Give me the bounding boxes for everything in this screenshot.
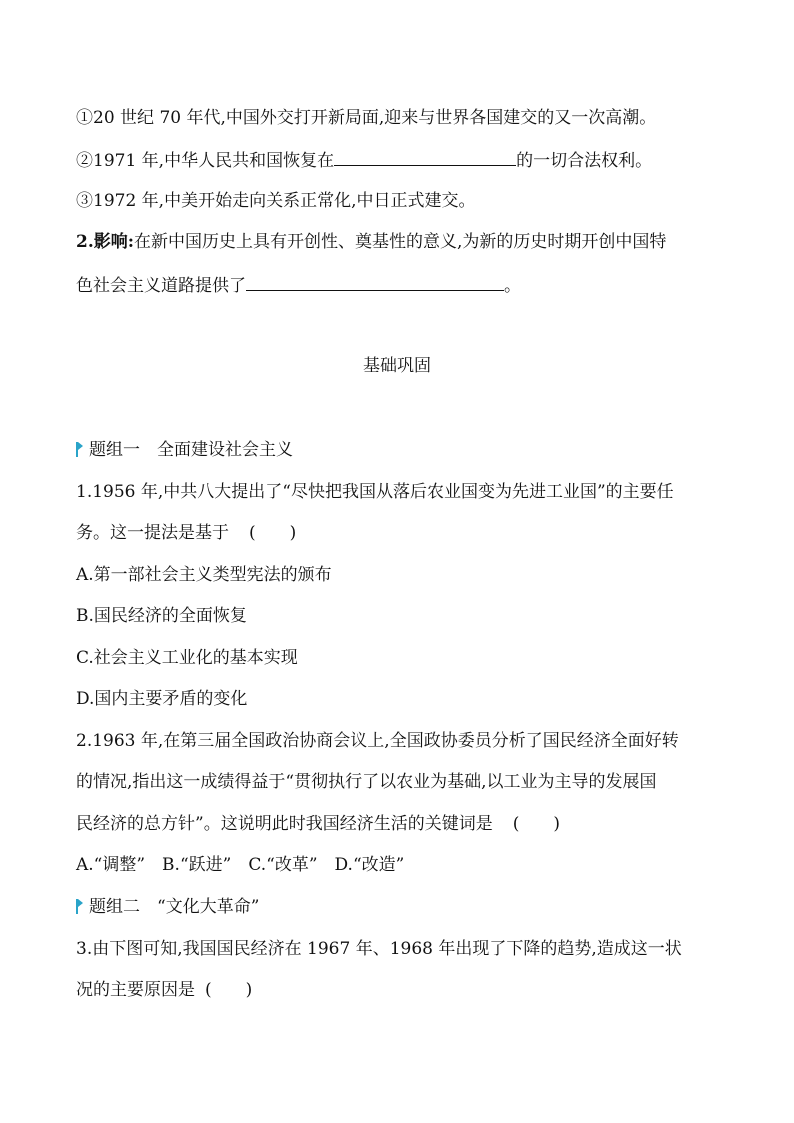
question-3-stem: 况的主要原因是 (76, 980, 195, 1000)
question-3-line-1: 3.由下图可知,我国国民经济在 1967 年、1968 年出现了下降的趋势,造成这一状 (76, 939, 682, 959)
review-item-1: ①20 世纪 70 年代,中国外交打开新局面,迎来与世界各国建交的又一次高潮。 (76, 108, 657, 128)
section-title: 基础巩固 (363, 356, 431, 376)
question-2-stem: 民经济的总方针”。这说明此时我国经济生活的关键词是 (76, 814, 493, 834)
answer-paren[interactable]: ( ) (512, 814, 560, 834)
fill-blank-1[interactable] (334, 147, 516, 166)
impact-text: 在新中国历史上具有开创性、奠基性的意义,为新的历史时期开创中国特 (134, 232, 667, 252)
impact-line-2 (76, 272, 521, 298)
fill-blank-2[interactable] (246, 272, 504, 291)
question-1-stem: 务。这一提法是基于 (76, 523, 229, 543)
answer-paren[interactable]: ( ) (249, 523, 297, 543)
question-1-option-a[interactable]: A.第一部社会主义类型宪法的颁布 (76, 565, 332, 585)
question-1-line-2 (76, 521, 296, 545)
question-1-option-b[interactable]: B.国民经济的全面恢复 (76, 606, 247, 626)
question-3-line-2 (76, 978, 252, 1002)
group-2-title: 题组二 “文化大革命” (89, 897, 260, 917)
review-item-2-tail: 的一切合法权利。 (516, 151, 653, 171)
group-1-title: 题组一 全面建设社会主义 (89, 440, 293, 460)
question-2-line-1: 2.1963 年,在第三届全国政治协商会议上,全国政协委员分析了国民经济全面好转 (76, 731, 679, 751)
group-2-heading (76, 895, 259, 919)
review-item-2-text: ②1971 年,中华人民共和国恢复在 (76, 151, 335, 171)
flag-icon (76, 442, 83, 457)
group-1-heading (76, 438, 293, 462)
question-2-line-2: 的情况,指出这一成绩得益于“贯彻执行了以农业为基础,以工业为主导的发展国 (76, 772, 657, 792)
impact-text-2-tail: 。 (504, 276, 521, 296)
question-1-line-1: 1.1956 年,中共八大提出了“尽快把我国从落后农业国变为先进工业国”的主要任 (76, 482, 674, 502)
impact-text-2: 色社会主义道路提供了 (76, 276, 246, 296)
review-item-3: ③1972 年,中美开始走向关系正常化,中日正式建交。 (76, 191, 476, 211)
question-1-option-d[interactable]: D.国内主要矛盾的变化 (76, 689, 248, 709)
flag-icon (76, 899, 83, 914)
answer-paren[interactable]: ( ) (205, 980, 253, 1000)
question-2-options[interactable]: A.“调整” B.“跃进” C.“改革” D.“改造” (76, 855, 405, 875)
question-1-option-c[interactable]: C.社会主义工业化的基本实现 (76, 648, 298, 668)
impact-line-1 (76, 230, 666, 254)
question-2-line-3 (76, 812, 560, 836)
review-item-2 (76, 147, 652, 173)
impact-label: 2.影响: (76, 232, 135, 252)
